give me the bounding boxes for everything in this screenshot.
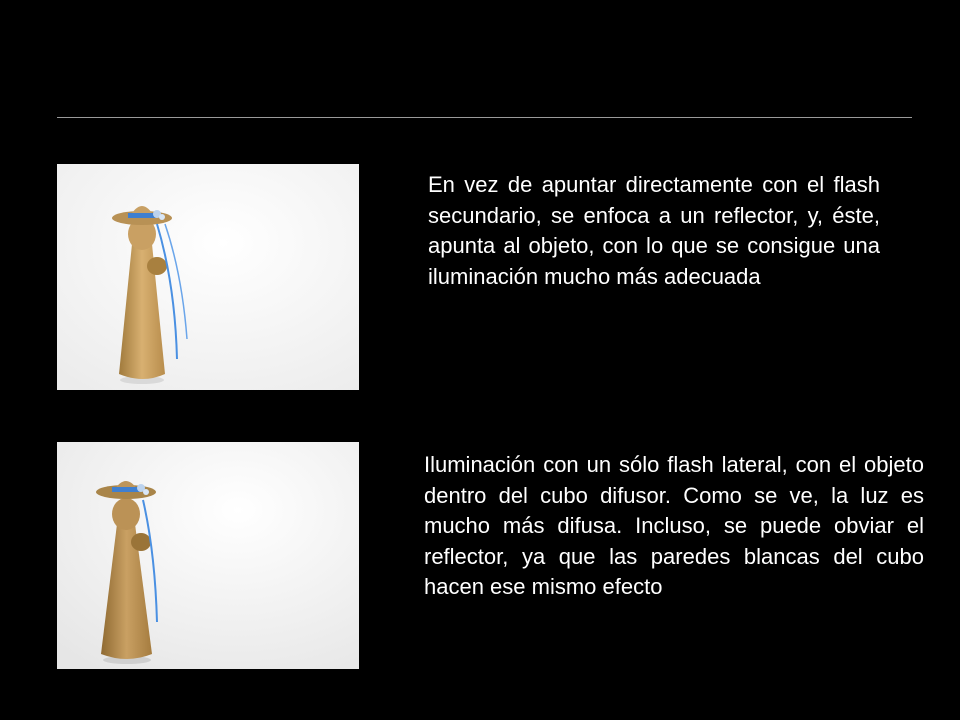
caption-reflector: En vez de apuntar directamente con el flash secundario, se enfoca a un reflector, y, éste, apunta al objeto, con lo que se consigue una iluminación mucho más adecuada bbox=[428, 172, 880, 289]
straw-doll-photo-diffuser bbox=[57, 442, 359, 669]
straw-doll-photo-reflector bbox=[57, 164, 359, 390]
caption-diffuser: Iluminación con un sólo flash lateral, con el objeto dentro del cubo difusor. Como se ve, la luz es mucho más difusa. Incluso, se puede obviar el reflector, ya que las paredes blancas del cubo hacen ese mismo efecto bbox=[424, 452, 924, 599]
horizontal-divider bbox=[57, 117, 912, 118]
